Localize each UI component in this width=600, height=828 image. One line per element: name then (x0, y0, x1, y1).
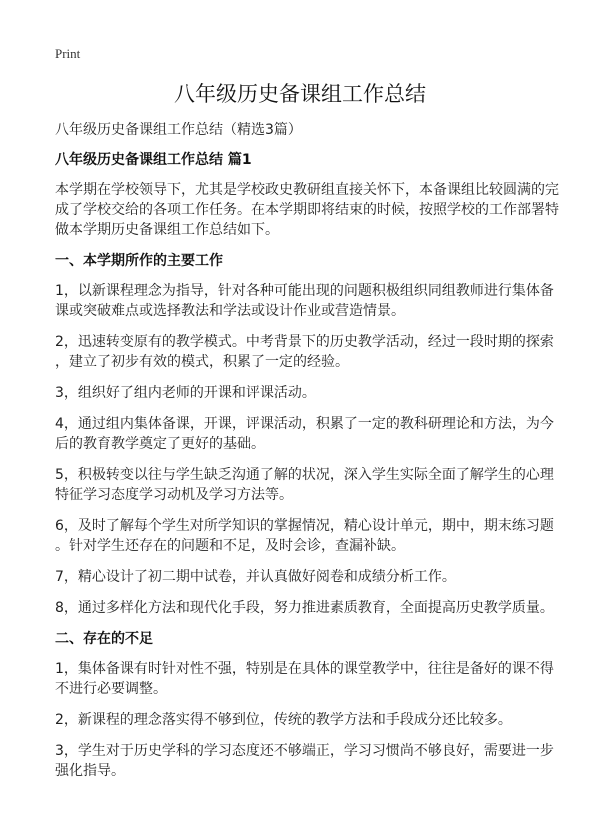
intro-paragraph (55, 180, 559, 240)
list-item (55, 414, 554, 454)
paragraph-line: 3，组织好了组内老师的开课和评课活动。 (55, 385, 316, 401)
paragraph-line: 6，及时了解每个学生对所学知识的掌握情况，精心设计单元，期中，期末练习题 (55, 518, 554, 534)
paragraph-line: 成了学校交给的各项工作任务。在本学期即将结束的时候，按照学校的工作部署特 (55, 202, 559, 218)
list-item (55, 598, 554, 618)
paragraph-line: 5，积极转变以往与学生缺乏沟通了解的状况，深入学生实际全面了解学生的心理 (55, 467, 554, 483)
paragraph-line: 强化指导。 (55, 763, 125, 779)
paragraph-line: 后的教育教学奠定了更好的基础。 (55, 436, 265, 452)
paragraph-line: 4，通过组内集体备课，开课，评课活动，积累了一定的教科研理论和方法，为今 (55, 416, 554, 432)
paragraph-line: 课或突破难点或选择教法和学法或设计作业或营造情景。 (55, 303, 405, 319)
list-item (55, 281, 554, 321)
list-item (55, 332, 554, 372)
list-item (55, 567, 535, 587)
section-heading-shortcomings: 二、存在的不足 (55, 631, 153, 647)
document-body (55, 120, 559, 792)
section-heading-main-work: 一、本学期所作的主要工作 (55, 253, 223, 269)
paragraph-line: 7，精心设计了初二期中试卷，并认真做好阅卷和成绩分析工作。 (55, 569, 456, 585)
list-item (55, 383, 535, 403)
paragraph-line: 不进行必要调整。 (55, 681, 167, 697)
list-item (55, 710, 535, 730)
list-item (55, 516, 554, 556)
page-title: 八年级历史备课组工作总结 (174, 82, 426, 106)
paragraph-line: 3，学生对于历史学科的学习态度还不够端正，学习习惯尚不够良好，需要进一步 (55, 743, 554, 759)
paragraph-line: 本学期在学校领导下，尤其是学校政史教研组直接关怀下，本备课组比较圆满的完 (55, 182, 559, 198)
paragraph-line: 特征学习态度学习动机及学习方法等。 (55, 487, 293, 503)
paragraph-line: ，建立了初步有效的模式，积累了一定的经验。 (55, 354, 349, 370)
paragraph-line: 1，以新课程理念为指导，针对各种可能出现的问题积极组织同组教师进行集体备 (55, 283, 554, 299)
section-main-work-list (55, 281, 554, 618)
paragraph-line: 。针对学生还存在的问题和不足，及时会诊，查漏补缺。 (55, 538, 405, 554)
paragraph-line: 8，通过多样化方法和现代化手段，努力推进素质教育，全面提高历史教学质量。 (55, 600, 554, 616)
list-item (55, 465, 554, 505)
paragraph-line: 做本学期历史备课组工作总结如下。 (55, 222, 279, 238)
list-item (55, 741, 554, 781)
paragraph-line: 2，迅速转变原有的教学模式。中考背景下的历史教学活动，经过一段时期的探索 (55, 334, 554, 350)
list-item (55, 659, 554, 699)
paragraph-line: 2，新课程的理念落实得不够到位，传统的教学方法和手段成分还比较多。 (55, 712, 512, 728)
print-link[interactable]: Print (55, 46, 81, 61)
subtitle: 八年级历史备课组工作总结（精选3篇） (55, 122, 302, 138)
section-shortcomings-list (55, 659, 554, 781)
paragraph-line: 1，集体备课有时针对性不强，特别是在具体的课堂教学中，往往是备好的课不得 (55, 661, 554, 677)
article-heading: 八年级历史备课组工作总结 篇1 (55, 152, 252, 168)
